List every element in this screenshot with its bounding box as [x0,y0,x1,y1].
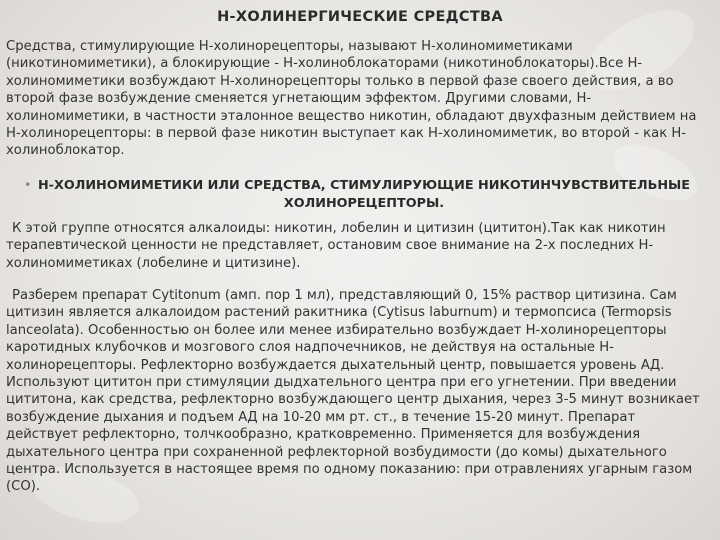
subheading-text: Н-ХОЛИНОМИМЕТИКИ ИЛИ СРЕДСТВА, СТИМУЛИРУЮЩИЕ НИКОТИНЧУВСТВИТЕЛЬНЫЕ ХОЛИНОРЕЦЕПТОРЫ. [37,178,691,211]
slide-title: Н-ХОЛИНЕРГИЧЕСКИЕ СРЕДСТВА [217,9,503,25]
bullet-icon: • [24,178,32,193]
alkaloids-paragraph: К этой группе относятся алкалоиды: никотин, лобелин и цитизин (цититон).Так как никотин терапевтической ценности не представляет, остановим свое внимание на 2-х последних Н-холиномиметиках (лобелине и цитизине). [6,221,666,271]
section-subheading [24,177,704,212]
intro-paragraph: Средства, стимулирующие Н-холинорецепторы, называют Н-холиномиметиками (никотиномиметики), а блокирующие - Н-холиноблокаторами (никотиноблокаторы).Все Н-холиномиметики возбуждают Н-холинорецепторы только в первой фазе своего действия, а во второй фазе возбуждение сменяется угнетающим эффектом. Другими словами, Н-холиномиметики, в частности эталонное вещество никотин, обладают двухфазным действием на Н-холинорецепторы: в первой фазе никотин выступает как Н-холиномиметик, во второй - как Н-холиноблокатор. [6,39,697,159]
cytiton-paragraph: Разберем препарат Cytitonum (амп. пор 1 мл), представляющий 0, 15% раствор цитизина. Сам цитизин является алкалоидом растений ракитника (Cytisus laburnum) и термопсиса (Termopsis lanceolata). Особенностью он более или менее избирательно возбуждает Н-холинорецепторы каротидных клубочков и мозгового слоя надпочечников, не действуя на остальные Н-холинорецепторы. Рефлекторно возбуждается дыхательный центр, повышается уровень АД. Используют цититон при стимуляции дыдхательного центра при его угнетении. При введении цититона, как средства, рефлекторно возбуждающего центр дыхания, через 3-5 минут возникает возбуждение дыхания и подъем АД на 10-20 мм рт. ст., в течение 15-20 минут. Препарат действует рефлекторно, толчкообразно, кратковременно. Применяется для возбуждения дыхательного центра при сохраненной рефлекторной возбудимости (до комы) дыхательного центра. Используется в настоящее время по одному показанию: при отравлениях угарным газом (СО). [6,288,700,495]
